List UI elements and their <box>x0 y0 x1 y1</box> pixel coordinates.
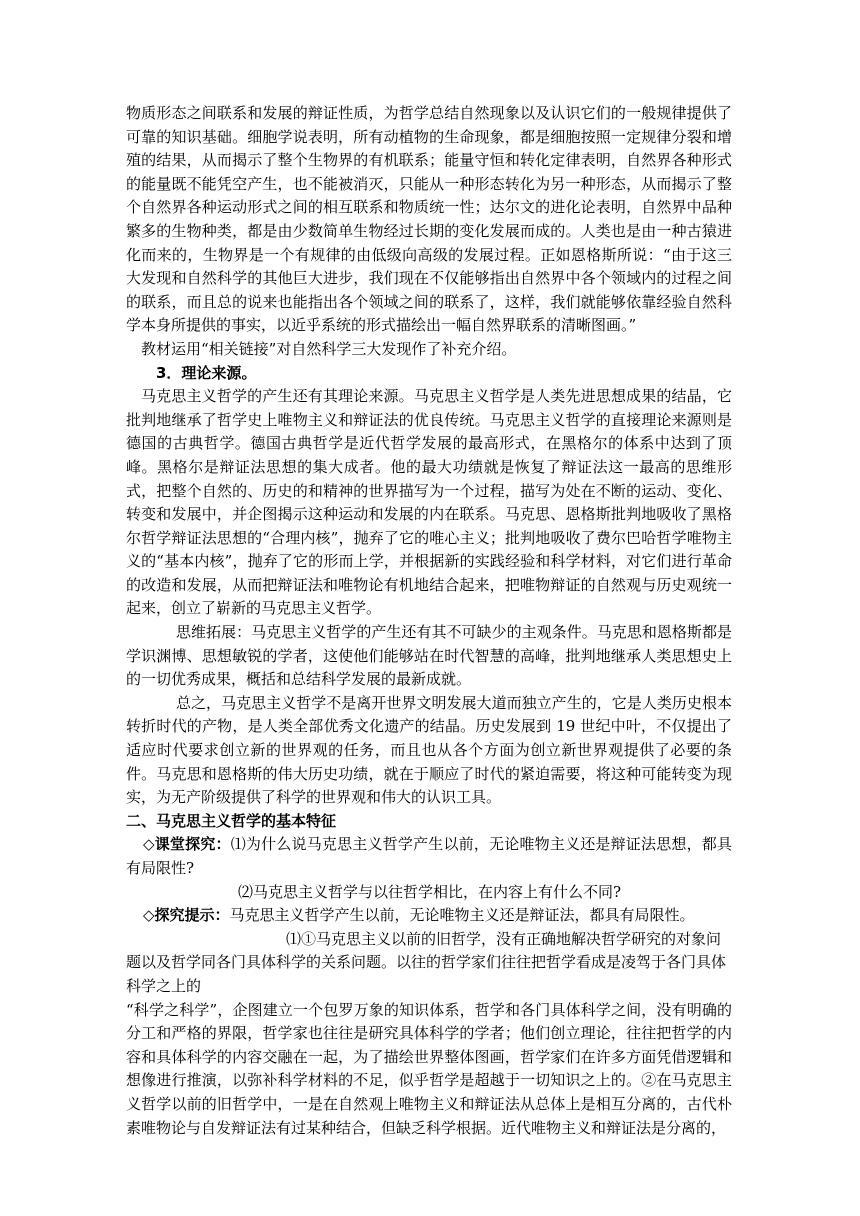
paragraph-related-link: 教材运用“相关链接”对自然科学三大发现作了补充介绍。 <box>141 339 517 358</box>
paragraph-theory-source: 马克思主义哲学的产生还有其理论来源。马克思主义哲学是人类先进思想成果的结晶，它批判地继承了哲学史上唯物主义和辩证法的优良传统。马克思主义哲学的直接理论来源则是德国的古典哲学。德国古典哲学是近代哲学发展的最高形式，在黑格尔的体系中达到了顶峰。黑格尔是辩证法思想的集大成者。他的最大功绩就是恢复了辩证法这一最高的思维形式，把整个自然的、历史的和精神的世界描写为一个过程，描写为处在不断的运动、变化、转变和发展中，并企图揭示这种运动和发展的内在联系。马克思、恩格斯批判地吸收了黑格尔哲学辩证法思想的“合理内核”，抛弃了它的唯心主义；批判地吸收了费尔巴哈哲学唯物主义的“基本内核”，抛弃了它的形而上学，并根据新的实践经验和科学材料，对它们进行革命的改造和发展，从而把辩证法和唯物论有机地结合起来，把唯物辩证的自然观与历史观统一起来，创立了崭新的马克思主义哲学。 <box>126 387 732 618</box>
inquiry-hint-label: ◇探究提示： <box>143 906 230 925</box>
inquiry-hint-text: 马克思主义哲学产生以前，无论唯物主义还是辩证法，都具有局限性。 <box>229 906 695 925</box>
paragraph-old-philosophy-b: “科学之科学”，企图建立一个包罗万象的知识体系，哲学和各门具体科学之间，没有明确的分工和严格的界限，哲学家也往往是研究具体科学的学者；他们创立理论，往往把哲学的内容和具体科学的内容交融在一起，为了描绘世界整体图画，哲学家们在许多方面凭借逻辑和想像进行推演，以弥补科学材料的不足，似乎哲学是超越于一切知识之上的。②在马克思主义哲学以前的旧哲学中，一是在自然观上唯物主义和辩证法从总体上是相互分离的，古代朴素唯物论与自发辩证法有过某种结合，但缺乏科学根据。近代唯物主义和辩证法是分离的， <box>126 1000 732 1137</box>
classroom-inquiry-label: ◇课堂探究： <box>143 835 231 854</box>
heading-section-two: 二、马克思主义哲学的基本特征 <box>126 811 337 830</box>
paragraph-natural-science: 物质形态之间联系和发展的辩证性质，为哲学总结自然现象以及认识它们的一般规律提供了可靠的知识基础。细胞学说表明，所有动植物的生命现象，都是细胞按照一定规律分裂和增殖的结果，从而揭示了整个生物界的有机联系；能量守恒和转化定律表明，自然界各种形式的能量既不能凭空产生，也不能被消灭，只能从一种形态转化为另一种形态，从而揭示了整个自然界各种运动形式之间的相互联系和物质统一性；达尔文的进化论表明，自然界中品种繁多的生物种类，都是由少数简单生物经过长期的变化发展而成的。人类也是由一种古猿进化而来的，生物界是一个有规律的由低级向高级的发展过程。正如恩格斯所说：“由于这三大发现和自然科学的其他巨大进步，我们现在不仅能够指出自然界中各个领域内的过程之间的联系，而且总的说来也能指出各个领域之间的联系了，这样，我们就能够依靠经验自然科学本身所提供的事实，以近乎系统的形式描绘出一幅自然界联系的清晰图画。” <box>126 104 732 335</box>
paragraph-old-philosophy-a: ⑴①马克思主义以前的旧哲学，没有正确地解决哲学研究的对象问题以及哲学同各门具体科学的关系问题。以往的哲学家们往往把哲学看成是凌驾于各门具体科学之上的 <box>126 929 727 995</box>
heading-theory-source: 3．理论来源。 <box>156 363 257 382</box>
classroom-inquiry-question-2: ⑵马克思主义哲学与以往哲学相比，在内容上有什么不同? <box>238 882 622 901</box>
classroom-inquiry <box>126 833 732 880</box>
paragraph-thinking-extension: 思维拓展：马克思主义哲学的产生还有其不可缺少的主观条件。马克思和恩格斯都是学识渊博、思想敏锐的学者，这使他们能够站在时代智慧的高峰，批判地继承人类思想史上的一切优秀成果，概括和总结科学发展的最新成就。 <box>126 623 732 689</box>
document-page <box>126 102 732 1140</box>
classroom-inquiry-question-1: ⑴为什么说马克思主义哲学产生以前，无论唯物主义还是辩证法思想，都具有局限性? <box>126 835 732 877</box>
paragraph-summary: 总之，马克思主义哲学不是离开世界文明发展大道而独立产生的，它是人类历史根本转折时代的产物，是人类全部优秀文化遗产的结晶。历史发展到 19 世纪中叶，不仅提出了适应时代要求创立新的世界观的任务，而且也从各个方面为创立新世界观提供了必要的条件。马克思和恩格斯的伟大历史功绩，就在于顺应了时代的紧迫需要，将这种可能转变为现实，为无产阶级提供了科学的世界观和伟大的认识工具。 <box>126 693 732 807</box>
inquiry-hint <box>126 904 732 928</box>
